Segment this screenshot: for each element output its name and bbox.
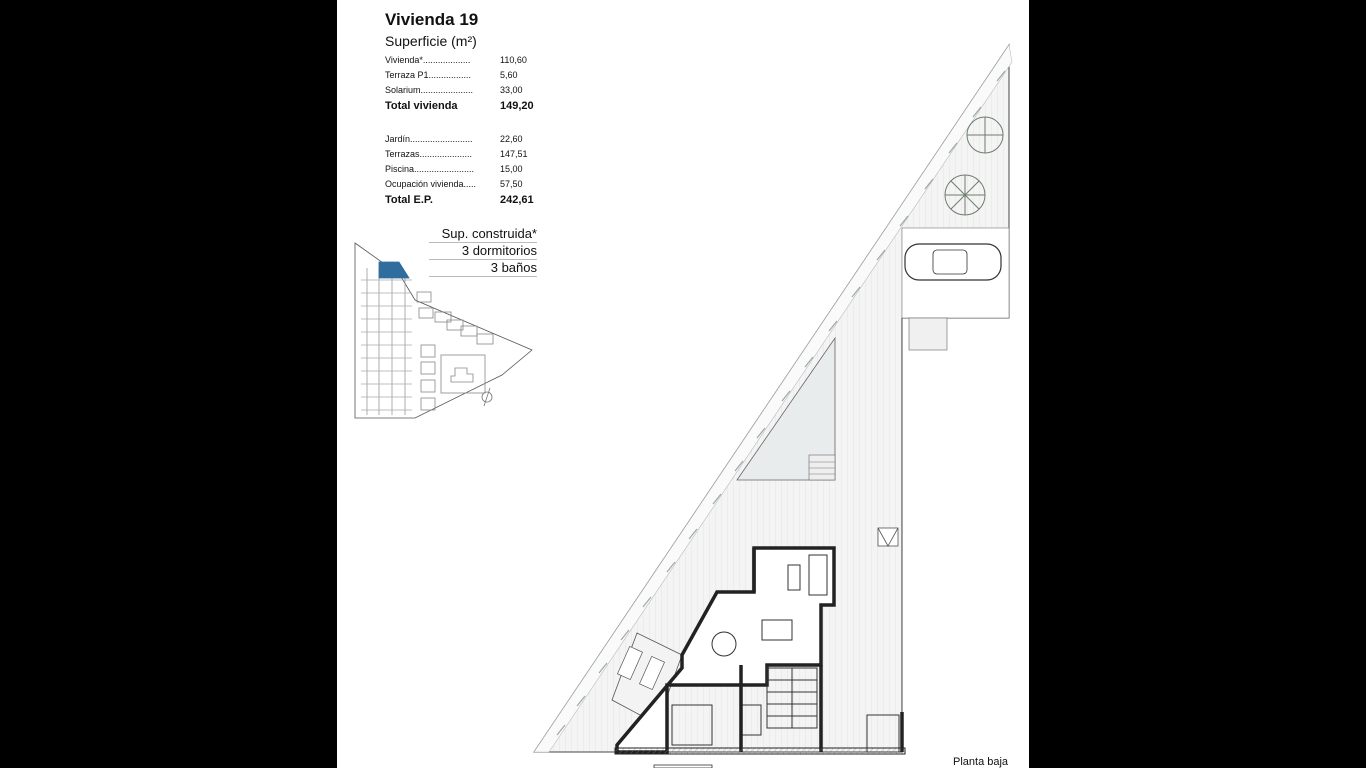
total-ep-row	[385, 194, 545, 206]
plan-sheet	[337, 0, 1029, 768]
area-value: 110,60	[500, 55, 527, 65]
main-plan	[534, 45, 1012, 768]
area-row	[385, 55, 545, 67]
area-label: Vivienda*...................	[385, 55, 471, 65]
area-value: 5,60	[500, 70, 518, 80]
bathrooms-label: 3 baños	[490, 260, 537, 275]
area-label: Ocupación vivienda.....	[385, 179, 477, 189]
total-value: 149,20	[500, 100, 534, 112]
area-label: Jardín.........................	[385, 134, 473, 144]
area-label: Terrazas.....................	[385, 149, 473, 159]
area-row	[385, 179, 545, 191]
total-label: Total E.P.	[385, 194, 433, 206]
total-label: Total vivienda	[385, 100, 458, 112]
area-label: Piscina........................	[385, 164, 475, 174]
built-area-label: Sup. construida*	[441, 226, 537, 241]
area-value: 57,50	[500, 179, 523, 189]
floor-caption: Planta baja	[953, 756, 1009, 768]
car-icon	[905, 244, 1001, 280]
page-title: Vivienda 19	[385, 10, 479, 29]
area-row	[385, 149, 545, 161]
total-vivienda-row	[385, 100, 545, 112]
area-subtitle: Superficie (m²)	[385, 33, 477, 49]
bedrooms-label: 3 dormitorios	[461, 243, 537, 258]
total-value: 242,61	[500, 194, 534, 206]
area-row	[385, 70, 545, 82]
area-value: 22,60	[500, 134, 523, 144]
area-value: 33,00	[500, 85, 523, 95]
area-row	[385, 164, 545, 176]
area-row	[385, 134, 545, 146]
divider	[429, 276, 537, 277]
area-value: 147,51	[500, 149, 528, 159]
area-label: Solarium.....................	[385, 85, 474, 95]
area-value: 15,00	[500, 164, 523, 174]
floor-plan-drawing	[337, 0, 1029, 768]
area-label: Terraza P1.................	[385, 70, 472, 80]
area-row	[385, 85, 545, 97]
